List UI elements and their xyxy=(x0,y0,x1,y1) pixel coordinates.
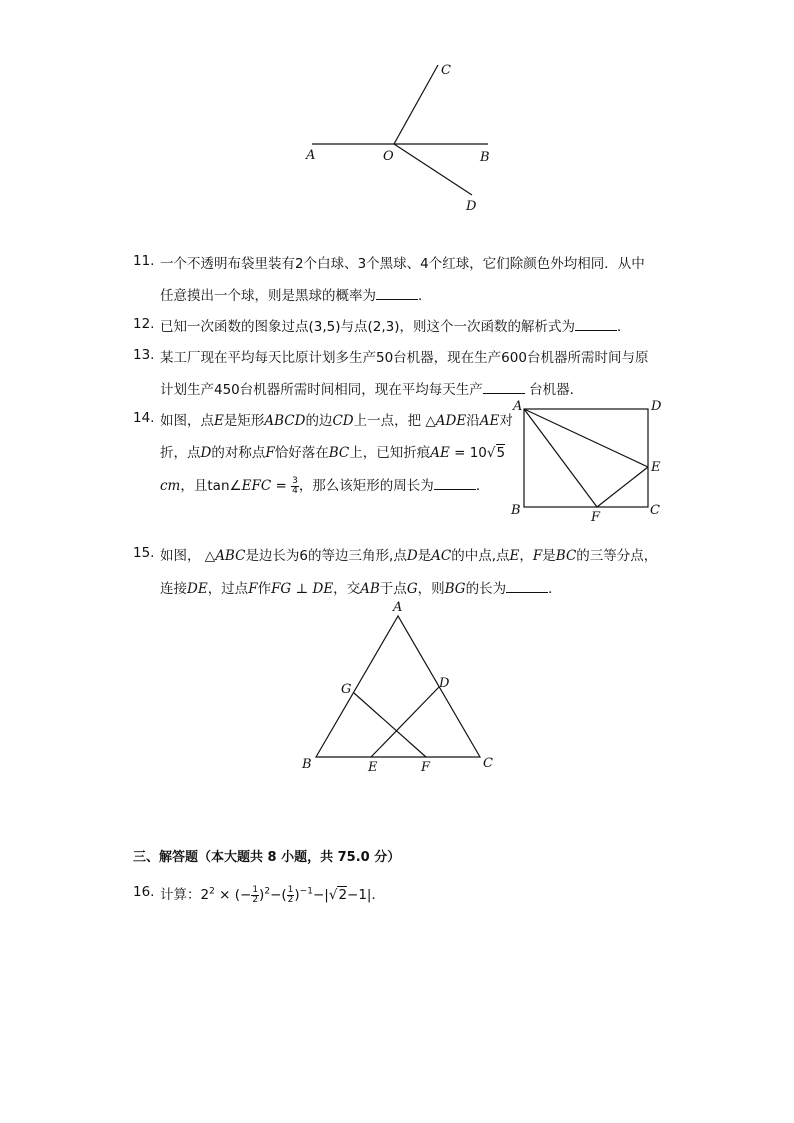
q14-t12: ，且tan∠ xyxy=(180,478,242,494)
fig15-label-A: A xyxy=(393,600,403,615)
fig15-label-F: F xyxy=(421,760,431,775)
q16-times: × (− xyxy=(214,887,252,903)
q15-F2: F xyxy=(248,581,258,597)
q16-exp2: 2 xyxy=(264,886,271,897)
q14-t8: 的对称点 xyxy=(211,445,266,461)
q15-t1: 如图， △ xyxy=(160,548,216,564)
segment-DE xyxy=(371,687,439,757)
q14-t7: 折，点 xyxy=(160,445,201,461)
fig14-label-D: D xyxy=(651,399,662,414)
fig14-label-B: B xyxy=(511,503,521,518)
q14-number: 14. xyxy=(133,410,155,426)
q15-t6: 是 xyxy=(542,548,556,564)
q14-t9: 恰好落在 xyxy=(274,445,329,461)
q14-cm: cm xyxy=(160,478,181,494)
q16-paren2: ) xyxy=(294,887,300,903)
fig14-label-E: E xyxy=(651,460,661,475)
figure-rectangle-fold xyxy=(505,396,675,526)
q14-t10: 上，已知折痕 xyxy=(349,445,431,461)
q14-EFC: EFC xyxy=(241,478,272,494)
q16-frac1-num: 1 xyxy=(252,884,259,895)
q14-AE: AE xyxy=(479,413,500,429)
segment-FG xyxy=(354,693,426,757)
q16-label: 计算： xyxy=(160,887,201,903)
q15-AB: AB xyxy=(360,581,380,597)
fig15-label-C: C xyxy=(483,756,493,771)
q15-FG-perp-DE: FG ⊥ DE xyxy=(271,581,334,597)
q13-line2 xyxy=(160,378,583,398)
q16-exp: 2 xyxy=(209,886,215,897)
ray-OD xyxy=(394,144,472,195)
q16-base: 2 xyxy=(200,887,210,903)
q16-exp3: −1 xyxy=(299,886,313,897)
q16-number: 16. xyxy=(133,884,155,900)
label-D: D xyxy=(466,199,477,214)
q14-t13: = xyxy=(271,478,292,494)
q15-BC: BC xyxy=(555,548,577,564)
figure-angle-diagram xyxy=(290,55,510,220)
q16-minus1: −( xyxy=(270,887,287,903)
q14-answer-blank[interactable] xyxy=(434,477,476,490)
q14-t1: 如图，点 xyxy=(160,413,214,429)
fig14-label-C: C xyxy=(650,503,660,518)
q16-frac1 xyxy=(251,886,259,905)
ray-OC xyxy=(394,65,438,144)
q14-sqrt-value: 5 xyxy=(496,445,506,461)
q15-t12: 于点 xyxy=(379,581,407,597)
q11-answer-blank[interactable] xyxy=(376,287,418,300)
q15-t5: ， xyxy=(519,548,533,564)
q14-fraction xyxy=(291,477,299,496)
q15-BG: BG xyxy=(444,581,466,597)
q14-line1 xyxy=(160,409,513,429)
q14-frac-num: 3 xyxy=(292,475,298,486)
q13-answer-blank[interactable] xyxy=(483,381,525,394)
q16-frac1-den: 2 xyxy=(252,894,259,905)
fig15-label-E: E xyxy=(368,760,378,775)
label-C: C xyxy=(441,63,451,78)
q15-t13: ，则 xyxy=(417,581,445,597)
q15-t11: ，交 xyxy=(333,581,361,597)
figure-equilateral-triangle xyxy=(295,598,500,778)
q13-line2-text: 计划生产450台机器所需时间相同，现在平均每天生产 xyxy=(160,382,483,398)
q12-end: ． xyxy=(617,319,631,335)
segment-AF xyxy=(524,409,597,507)
section3-title: 三、解答题（本大题共 8 小题，共 75.0 分） xyxy=(133,850,401,865)
q16-tail: −1|． xyxy=(347,887,385,903)
q14-end: ． xyxy=(475,478,490,494)
label-O: O xyxy=(383,149,394,164)
q14-line2 xyxy=(160,441,505,461)
q15-t8: 连接 xyxy=(160,581,187,597)
q16-sqrt-value: 2 xyxy=(338,887,348,903)
q16-frac2-num: 1 xyxy=(287,884,294,895)
q14-ABCD: ABCD xyxy=(264,413,306,429)
q12-line xyxy=(160,315,631,335)
q14-frac-den: 4 xyxy=(292,485,298,496)
q15-t4: 的中点,点 xyxy=(451,548,510,564)
q15-t2: 是边长为6的等边三角形,点 xyxy=(245,548,407,564)
q15-line1 xyxy=(160,544,657,564)
q14-line3 xyxy=(160,474,489,496)
q15-G: G xyxy=(406,581,418,597)
q14-t6: 对 xyxy=(499,413,513,429)
q16-line xyxy=(160,883,385,905)
q14-AE-eq: AE xyxy=(430,445,450,461)
q11-line1: 一个不透明布袋里装有2个白球、3个黑球、4个红球，它们除颜色外均相同．从中 xyxy=(160,256,645,272)
q11-number: 11. xyxy=(133,253,155,269)
q15-number: 15. xyxy=(133,545,155,561)
q15-t10: 作 xyxy=(257,581,272,597)
q15-ABC: ABC xyxy=(215,548,246,564)
q14-t5: 沿 xyxy=(466,413,480,429)
q12-answer-blank[interactable] xyxy=(575,318,617,331)
segment-EF xyxy=(597,467,648,507)
q14-ADE: ADE xyxy=(435,413,467,429)
q15-D: D xyxy=(406,548,418,564)
q14-t14: ，那么该矩形的周长为 xyxy=(298,478,434,494)
q15-end: ． xyxy=(548,581,562,597)
q15-F: F xyxy=(532,548,543,564)
q15-line2 xyxy=(160,577,562,597)
q11-line2-text: 任意摸出一个球，则是黑球的概率为 xyxy=(160,288,376,304)
q14-sqrt-symbol: √ xyxy=(486,445,496,461)
q14-t2: 是矩形 xyxy=(223,413,265,429)
q14-t11: = 10 xyxy=(449,445,487,461)
label-B: B xyxy=(480,150,490,165)
q13-line2-end: 台机器． xyxy=(524,382,584,398)
q14-CD: CD xyxy=(332,413,354,429)
label-A: A xyxy=(306,148,316,163)
q15-t9: ，过点 xyxy=(207,581,249,597)
q15-answer-blank[interactable] xyxy=(506,580,548,593)
q11-line2 xyxy=(160,284,432,304)
q12-text: 已知一次函数的图象过点(3,5)与点(2,3)，则这个一次函数的解析式为 xyxy=(160,319,576,335)
fig14-label-A: A xyxy=(513,399,523,414)
q15-DE: DE xyxy=(187,581,208,597)
q14-E: E xyxy=(214,413,224,429)
q14-BC: BC xyxy=(328,445,350,461)
fig15-label-G: G xyxy=(341,682,352,697)
q16-frac2-den: 2 xyxy=(287,894,294,905)
q15-t3: 是 xyxy=(417,548,432,564)
q14-F: F xyxy=(265,445,275,461)
q13-number: 13. xyxy=(133,347,155,363)
q14-t3: 的边 xyxy=(305,413,333,429)
q12-number: 12. xyxy=(133,316,155,332)
q16-minus2: −| xyxy=(312,887,329,903)
q13-line1: 某工厂现在平均每天比原计划多生产50台机器，现在生产600台机器所需时间与原 xyxy=(160,350,649,366)
q14-t4: 上一点，把 △ xyxy=(353,413,436,429)
q15-E: E xyxy=(509,548,520,564)
q16-sqrt-symbol: √ xyxy=(328,887,338,903)
fig14-label-F: F xyxy=(591,510,601,525)
q14-D: D xyxy=(200,445,212,461)
fig15-label-D: D xyxy=(439,676,450,691)
q15-t7: 的三等分点， xyxy=(576,548,658,564)
q11-end: ． xyxy=(418,288,432,304)
segment-AE xyxy=(524,409,648,467)
fig15-label-B: B xyxy=(302,757,312,772)
q15-AC: AC xyxy=(431,548,452,564)
q16-paren1: ) xyxy=(259,887,265,903)
q15-t14: 的长为 xyxy=(465,581,507,597)
